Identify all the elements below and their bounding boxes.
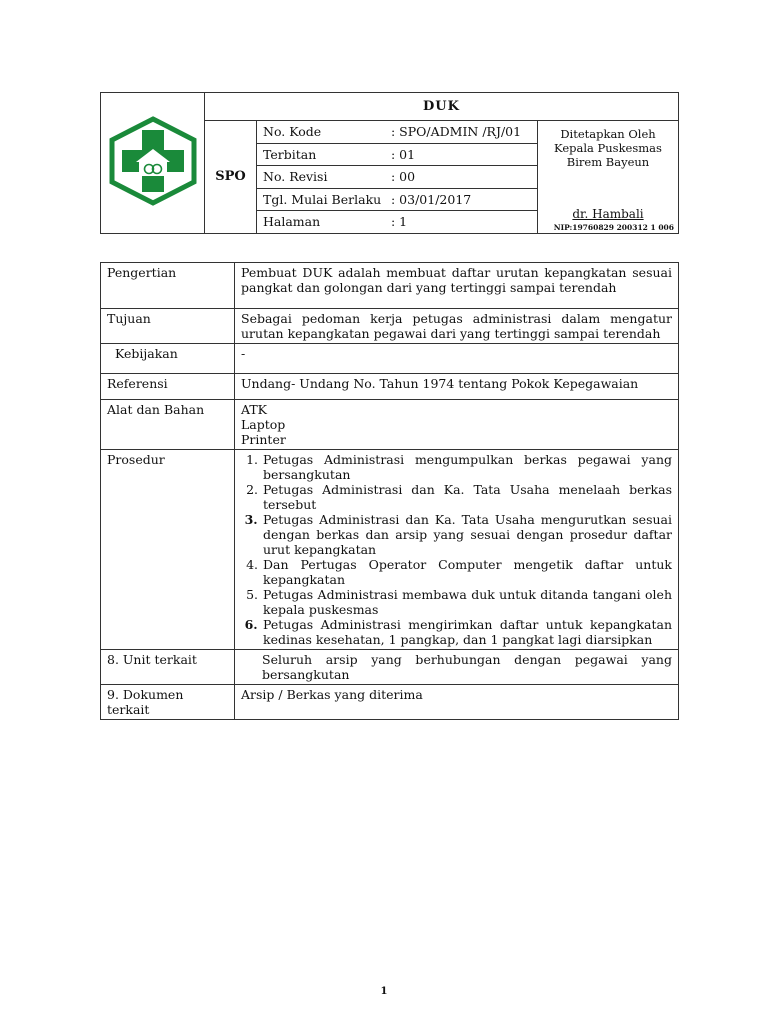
row-value: Arsip / Berkas yang diterima (235, 685, 679, 720)
row-pengertian (101, 263, 679, 309)
procedure-step: 4. Dan Pertugas Operator Computer mengetik daftar untuk kepangkatan (262, 557, 672, 587)
row-value: Sebagai pedoman kerja petugas administrasi dalam mengatur urutan kepangkatan pegawai dari yang tertinggi sampai terendah (235, 309, 679, 344)
procedure-step: 6. Petugas Administrasi mengirimkan daftar untuk kepangkatan kedinas kesehatan, 1 pangkap, dan 1 pangkat lagi diarsipkan (262, 617, 672, 647)
row-unit-terkait (101, 650, 679, 685)
row-tujuan (101, 309, 679, 344)
row-label: Kebijakan (101, 344, 235, 374)
logo-cell (101, 93, 205, 234)
row-label: Referensi (101, 374, 235, 400)
info-row-kode (257, 121, 537, 144)
info-value: : 00 (391, 169, 416, 185)
row-label: Pengertian (101, 263, 235, 309)
info-value: : 1 (391, 214, 408, 230)
alat-item: Laptop (241, 417, 286, 432)
spo-label: SPO (205, 121, 257, 234)
row-value: Seluruh arsip yang berhubungan dengan pegawai yang bersangkutan (235, 650, 679, 685)
procedure-table (100, 262, 679, 720)
info-label: Halaman (263, 214, 321, 230)
procedure-step: 1. Petugas Administrasi mengumpulkan berkas pegawai yang bersangkutan (262, 452, 672, 482)
info-value: : SPO/ADMIN /RJ/01 (391, 124, 522, 140)
procedure-step: 3. Petugas Administrasi dan Ka. Tata Usaha mengurutkan sesuai dengan berkas dan arsip yang sesuai dengan prosedur daftar urut kepangkatan (262, 512, 672, 557)
info-label: No. Revisi (263, 169, 328, 185)
procedure-step: 5. Petugas Administrasi membawa duk untuk ditanda tangani oleh kepala puskesmas (262, 587, 672, 617)
approval-text (538, 121, 678, 169)
row-value: Undang- Undang No. Tahun 1974 tentang Pokok Kepegawaian (235, 374, 679, 400)
row-label: 8. Unit terkait (101, 650, 235, 685)
page-number: 1 (380, 986, 388, 997)
approval-cell (538, 121, 679, 234)
info-label: No. Kode (263, 124, 322, 140)
approval-line: Ditetapkan Oleh (560, 127, 656, 141)
info-row-terbitan (257, 144, 537, 167)
row-value (235, 400, 679, 450)
info-value: : 01 (391, 146, 416, 162)
row-kebijakan (101, 344, 679, 374)
row-label: Tujuan (101, 309, 235, 344)
row-value: - (235, 344, 679, 374)
row-label: Prosedur (101, 450, 235, 650)
info-row-halaman (257, 211, 537, 233)
approver-name: dr. Hambali (572, 206, 644, 221)
approver-nip: NIP:19760829 200312 1 006 (553, 222, 674, 232)
document-title: DUK (205, 93, 679, 121)
row-prosedur (101, 450, 679, 650)
document-info (257, 121, 538, 234)
row-dokumen-terkait (101, 685, 679, 720)
info-row-revisi (257, 166, 537, 189)
alat-item: Printer (241, 432, 286, 447)
row-label: Alat dan Bahan (101, 400, 235, 450)
info-label: Terbitan (263, 146, 317, 162)
puskesmas-logo-icon (106, 116, 200, 206)
row-value: Pembuat DUK adalah membuat daftar urutan kepangkatan sesuai pangkat dan golongan dari yang tertinggi sampai terendah (235, 263, 679, 309)
row-label: 9. Dokumen terkait (101, 685, 235, 720)
procedure-steps (241, 452, 672, 647)
info-label: Tgl. Mulai Berlaku (263, 191, 382, 207)
approval-line: Kepala Puskesmas (554, 141, 662, 155)
approval-line: Birem Bayeun (566, 155, 650, 169)
info-row-tanggal (257, 189, 537, 212)
procedure-step: 2. Petugas Administrasi dan Ka. Tata Usaha menelaah berkas tersebut (262, 482, 672, 512)
info-value: : 03/01/2017 (391, 191, 472, 207)
alat-item: ATK (241, 402, 268, 417)
row-alat (101, 400, 679, 450)
header-table (100, 92, 679, 234)
row-value (235, 450, 679, 650)
row-referensi (101, 374, 679, 400)
